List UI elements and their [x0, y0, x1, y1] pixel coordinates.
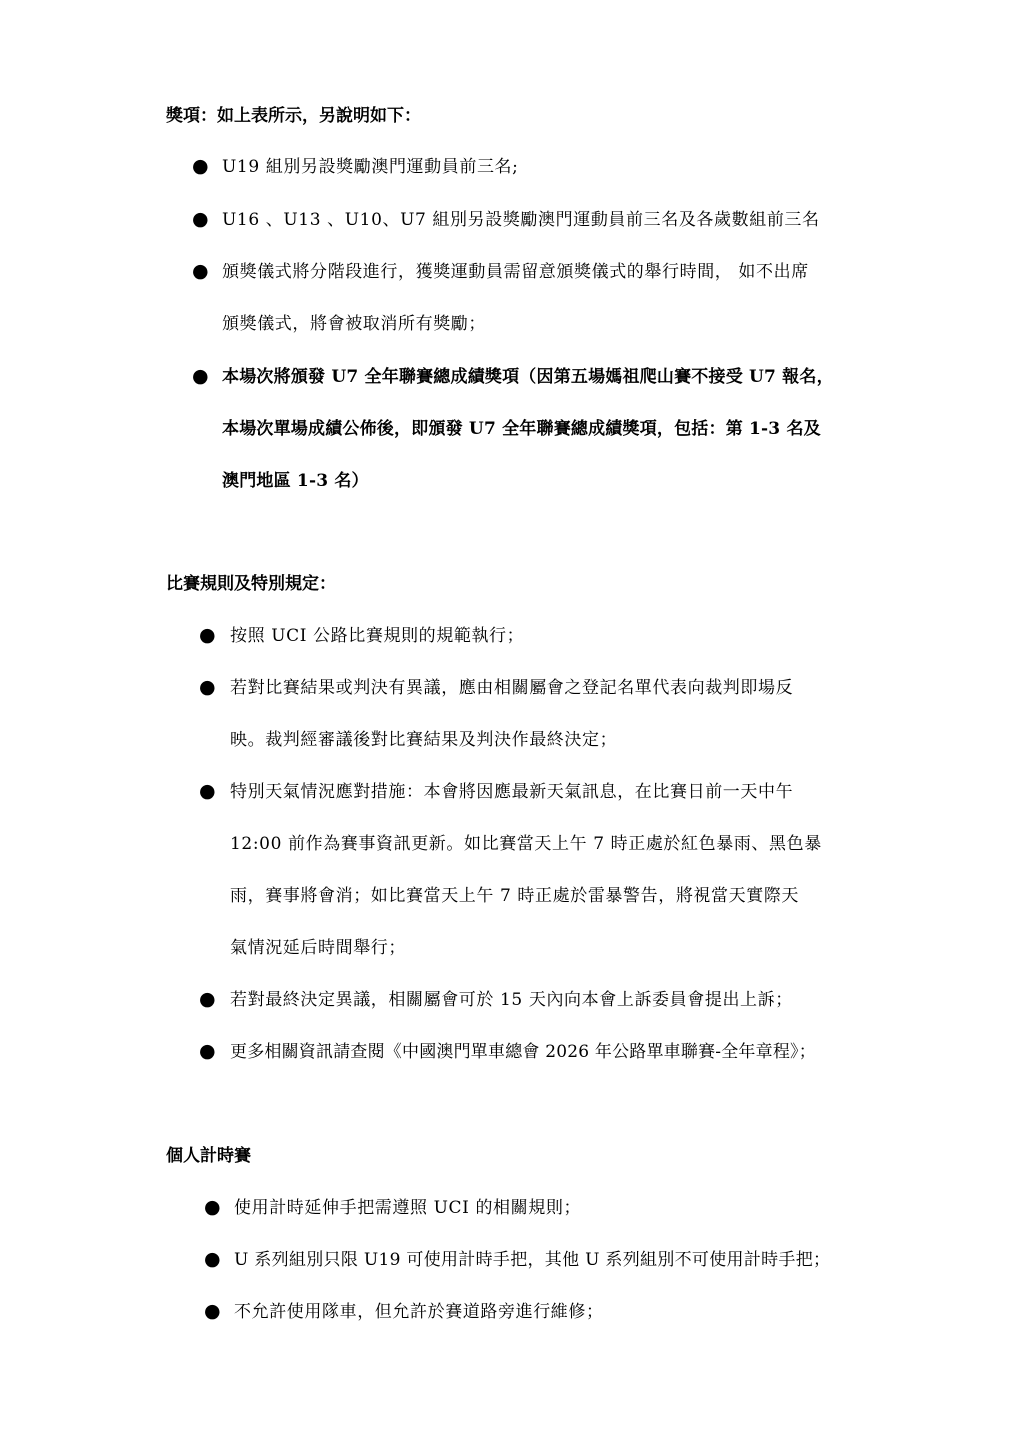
awards-item-4-line-1: 本場次將頒發 U7 全年聯賽總成績獎項（因第五場媽祖爬山賽不接受 U7 報名，: [222, 367, 834, 387]
awards-item-4-line-2: 本場次單場成績公佈後，即頒發 U7 全年聯賽總成績獎項，包括：第 1-3 名及: [222, 419, 821, 439]
itt-heading: 個人計時賽: [166, 1146, 251, 1166]
rules-heading: 比賽規則及特別規定：: [166, 574, 336, 594]
itt-item-1-line-1: 使用計時延伸手把需遵照 UCI 的相關規則；: [234, 1198, 582, 1218]
bullet-icon: ●: [204, 1300, 221, 1322]
rules-item-1-line-1: 按照 UCI 公路比賽規則的規範執行；: [230, 626, 525, 646]
itt-item-3-line-1: 不允許使用隊車，但允許於賽道路旁進行維修；: [234, 1302, 604, 1322]
bullet-icon: ●: [199, 676, 216, 698]
awards-item-1-line-1: U19 組別另設獎勵澳門運動員前三名;: [222, 157, 519, 177]
bullet-icon: ●: [204, 1248, 221, 1270]
bullet-icon: ●: [199, 780, 216, 802]
rules-item-3-line-4: 氣情況延后時間舉行；: [230, 938, 406, 958]
awards-item-3-line-2: 頒獎儀式，將會被取消所有獎勵；: [222, 314, 486, 334]
bullet-icon: ●: [199, 1040, 216, 1062]
rules-item-4-line-1: 若對最終決定異議，相關屬會可於 15 天內向本會上訴委員會提出上訴；: [230, 990, 793, 1010]
bullet-icon: ●: [199, 988, 216, 1010]
itt-item-2-line-1: U 系列組別只限 U19 可使用計時手把，其他 U 系列組別不可使用計時手把；: [234, 1250, 831, 1270]
rules-item-3-line-1: 特別天氣情況應對措施：本會將因應最新天氣訊息，在比賽日前一天中午: [230, 782, 794, 802]
awards-item-4-line-3: 澳門地區 1-3 名）: [222, 471, 369, 491]
bullet-icon: ●: [192, 365, 209, 387]
rules-item-3-line-3: 雨，賽事將會消；如比賽當天上午 7 時正處於雷暴警告，將視當天實際天: [230, 886, 800, 906]
bullet-icon: ●: [204, 1196, 221, 1218]
bullet-icon: ●: [192, 155, 209, 177]
bullet-icon: ●: [192, 260, 209, 282]
rules-item-2-line-2: 映。裁判經審議後對比賽結果及判決作最終決定；: [230, 730, 618, 750]
bullet-icon: ●: [199, 624, 216, 646]
rules-item-3-line-2: 12:00 前作為賽事資訊更新。如比賽當天上午 7 時正處於紅色暴雨、黑色暴: [230, 834, 822, 854]
rules-item-2-line-1: 若對比賽結果或判決有異議，應由相關屬會之登記名單代表向裁判即場反: [230, 678, 794, 698]
bullet-icon: ●: [192, 208, 209, 230]
awards-item-3-line-1: 頒獎儀式將分階段進行，獲獎運動員需留意頒獎儀式的舉行時間， 如不出席: [222, 262, 809, 282]
awards-item-2-line-1: U16 、U13 、U10、U7 組別另設獎勵澳門運動員前三名及各歲數組前三名: [222, 210, 820, 230]
rules-item-5-line-1: 更多相關資訊請查閱《中國澳門單車總會 2026 年公路單車聯賽-全年章程》；: [230, 1042, 816, 1062]
awards-heading: 獎項：如上表所示，另說明如下：: [166, 106, 421, 126]
